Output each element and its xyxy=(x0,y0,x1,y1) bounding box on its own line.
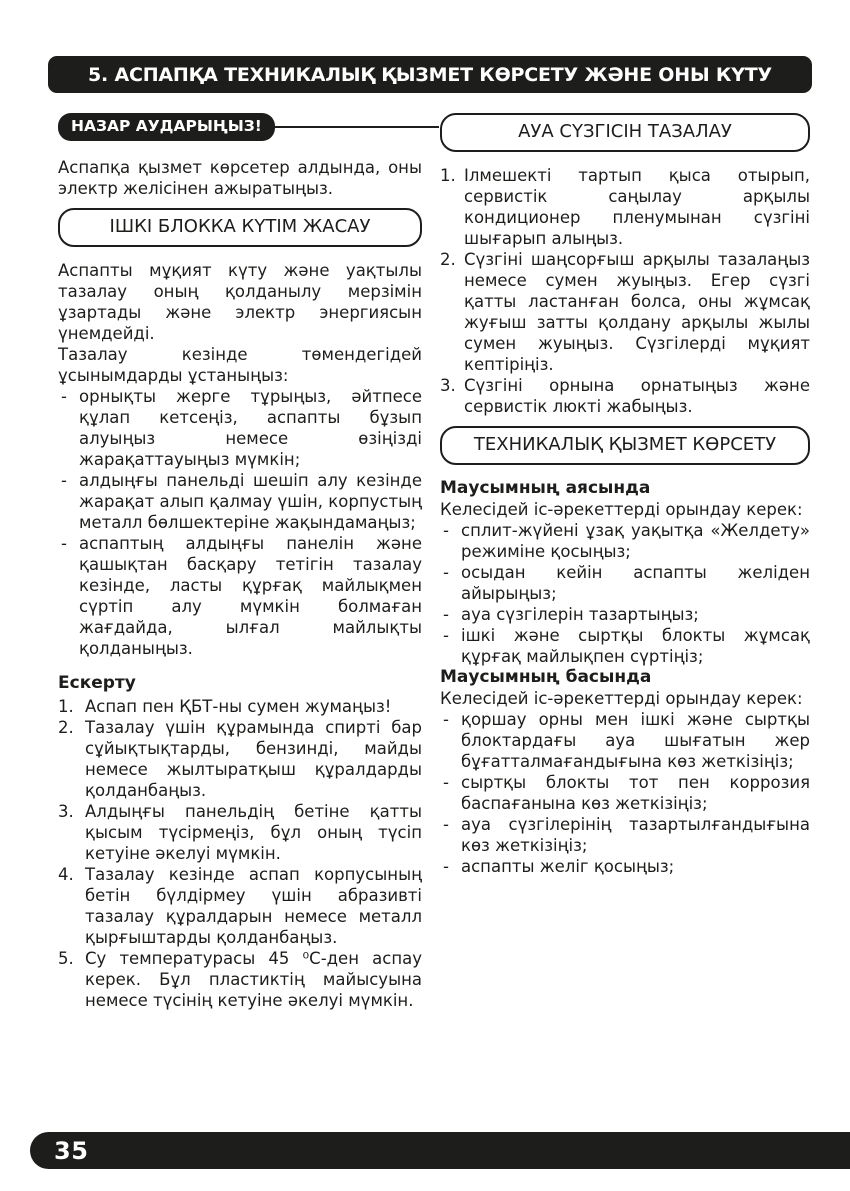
attention-badge-row xyxy=(58,113,439,141)
notes-list xyxy=(58,696,422,1011)
list-item: - сплит-жүйені ұзақ уақытқа «Желдету» режиміне қосыңыз; xyxy=(440,520,810,562)
in-season-intro: Келесідей іс-әрекеттерді орындау керек: xyxy=(440,500,803,519)
in-season-list xyxy=(440,520,810,667)
filter-steps-list xyxy=(440,165,810,417)
attention-badge: НАЗАР АУДАРЫҢЫЗ! xyxy=(58,113,275,142)
section-box-air-filter: АУА СҮЗГІСІН ТАЗАЛАУ xyxy=(440,113,810,152)
recommendations-list xyxy=(58,386,422,659)
list-item: - аспаптың алдыңғы панелін және қашықтан басқару тетігін тазалау кезінде, ласты құрғақ майлықмен сүртіп алу мүмкін болмаған жағдайда, ылғал майлықты қолданыңыз. xyxy=(58,533,422,659)
list-item: - алдыңғы панельді шешіп алу кезінде жарақат алып қалмау үшін, корпустың металл бөлшектеріне жақындамаңыз; xyxy=(58,470,422,533)
recommendations-intro: Тазалау кезінде төмендегідей ұсынымдарды ұстаныңыз: xyxy=(58,345,422,385)
season-start-intro: Келесідей іс-әрекеттерді орындау керек: xyxy=(440,689,803,708)
section-box-maintenance: ТЕХНИКАЛЫҚ ҚЫЗМЕТ КӨРСЕТУ xyxy=(440,426,810,465)
list-item: Тазалау кезінде аспап корпусының бетін бүлдірмеу үшін абразивті тазалау құралдарын немесе металл қырғыштарды қолданбаңыз. xyxy=(85,865,422,947)
season-start-list xyxy=(440,709,810,877)
connector-line xyxy=(275,126,439,128)
list-item: Сүзгіні шаңсорғыш арқылы тазалаңыз немесе сумен жуыңыз. Егер сүзгі қатты ластанған болса, оны жұмсақ жуғыш затты қолдану арқылы жылы сумен жуыңыз. Сүзгілерді мұқият кептіріңіз. xyxy=(464,250,810,374)
in-season-heading: Маусымның аясында xyxy=(440,478,651,498)
list-item: - орнықты жерге тұрыңыз, әйтпесе құлап кетсеңіз, аспапты бұзып алуыңыз немесе өзіңізді жарақаттауыңыз мүмкін; xyxy=(58,386,422,470)
list-item: - ауа сүзгілерін тазартыңыз; xyxy=(440,604,810,625)
page-number: 35 xyxy=(54,1136,89,1165)
note-heading: Ескерту xyxy=(58,673,136,693)
content-columns xyxy=(58,113,810,1011)
list-item: Алдыңғы панельдің бетіне қатты қысым түсірмеңіз, бұл оның түсіп кетуіне әкелуі мүмкін. xyxy=(85,802,422,863)
list-item: - қоршау орны мен ішкі және сыртқы блоктардағы ауа шығатын жер бұғатталмағандығына көз жеткізіңіз; xyxy=(440,709,810,772)
page-footer-bar xyxy=(30,1132,850,1169)
list-item: - аспапты желіг қосыңыз; xyxy=(440,856,810,877)
list-item: - сыртқы блокты тот пен коррозия баспағанына көз жеткізіңіз; xyxy=(440,772,810,814)
section-box-indoor-care: ІШКІ БЛОККА КҮТІМ ЖАСАУ xyxy=(58,208,422,247)
section-header-bar xyxy=(48,56,812,93)
list-item: Су температурасы 45 ⁰С-ден аспау керек. Бұл пластиктің майысуына немесе түсінің кетуіне әкелуі мүмкін. xyxy=(85,949,422,1010)
list-item: Ілмешекті тартып қыса отырып, сервистік саңылау арқылы кондиционер пленумынан сүзгіні шығарып алыңыз. xyxy=(464,166,810,248)
list-item: - осыдан кейін аспапты желіден айырыңыз; xyxy=(440,562,810,604)
list-item: - ішкі және сыртқы блокты жұмсақ құрғақ майлықпен сүртіңіз; xyxy=(440,625,810,667)
list-item: Сүзгіні орнына орнатыңыз және сервистік люкті жабыңыз. xyxy=(464,376,810,416)
list-item: Тазалау үшін құрамында спирті бар сұйықтықтарды, бензинді, майды немесе жылтыратқыш құралдарды қолданбаңыз. xyxy=(85,718,422,800)
page-title: 5. АСПАПҚА ТЕХНИКАЛЫҚ ҚЫЗМЕТ КӨРСЕТУ ЖӘНЕ ОНЫ КҮТУ xyxy=(88,63,772,86)
care-paragraph: Аспапты мұқият күту және уақтылы тазалау оның қолданылу мерзімін ұзартады және электр энергиясын үнемдейді. xyxy=(58,261,422,343)
intro-paragraph: Аспапқа қызмет көрсетер алдында, оны электр желісінен ажыратыңыз. xyxy=(58,158,422,198)
left-column xyxy=(58,113,422,1011)
list-item: Аспап пен ҚБТ-ны сумен жумаңыз! xyxy=(85,697,392,716)
right-column xyxy=(440,113,810,1011)
season-start-heading: Маусымның басында xyxy=(440,667,652,687)
list-item: - ауа сүзгілерінің тазартылғандығына көз жеткізіңіз; xyxy=(440,814,810,856)
